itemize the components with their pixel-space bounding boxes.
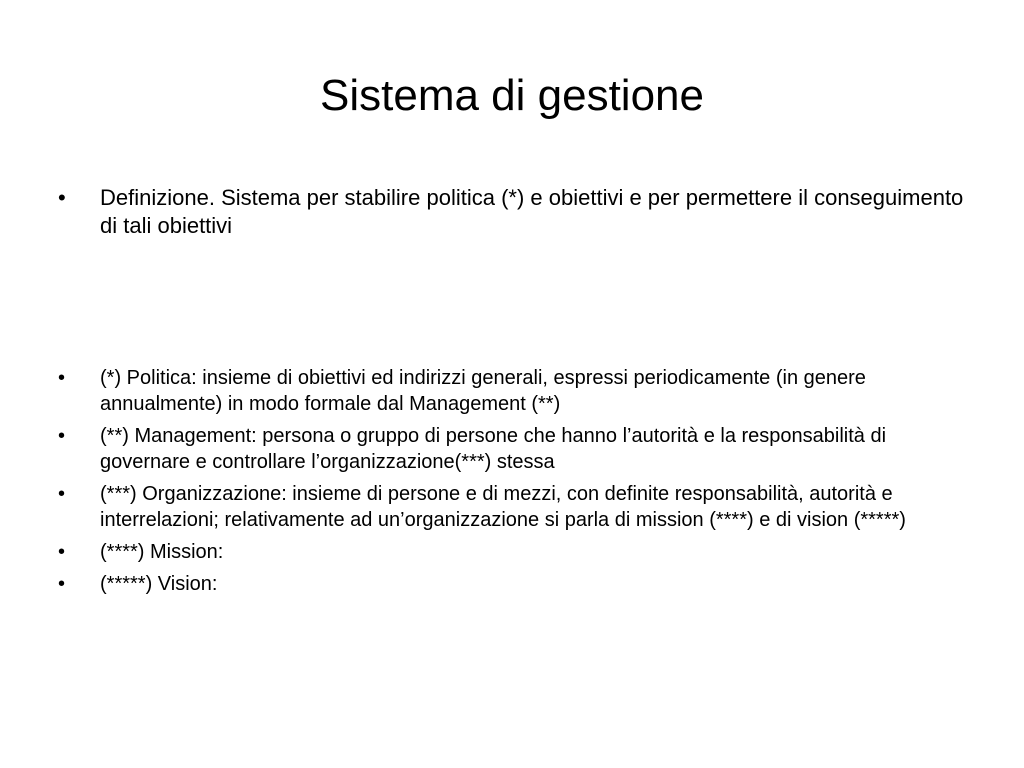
bullet-vision [58,571,968,597]
bullet-definition [58,184,968,240]
bullet-dot-icon: • [58,425,66,447]
bullet-dot-icon: • [58,483,66,505]
bullet-text: (***) Organizzazione: insieme di persone e di mezzi, con definite responsabilità, autorità e interrelazioni; relativamente ad un’organizzazione si parla di mission (****) e di vision (*****) [100,483,906,531]
bullet-organizzazione [58,481,968,533]
bullet-dot-icon: • [58,367,66,389]
bullet-mission [58,539,968,565]
bullet-text: (*****) Vision: [100,573,218,595]
bullet-text: (*) Politica: insieme di obiettivi ed indirizzi generali, espressi periodicamente (in genere annualmente) in modo formale dal Management (**) [100,367,866,415]
bullet-dot-icon: • [58,541,66,563]
bullet-politica [58,365,968,417]
bullet-text: Definizione. Sistema per stabilire politica (*) e obiettivi e per permettere il conseguimento di tali obiettivi [100,185,964,238]
slide-title: Sistema di gestione [320,71,704,120]
bullet-dot-icon: • [58,573,66,595]
bullet-management [58,423,968,475]
bullet-text: (****) Mission: [100,541,224,563]
notes-list [58,365,968,603]
bullet-text: (**) Management: persona o gruppo di persone che hanno l’autorità e la responsabilità di governare e controllare l’organizzazione(***) stessa [100,425,887,473]
bullet-dot-icon: • [58,185,66,210]
definition-list [58,184,968,246]
